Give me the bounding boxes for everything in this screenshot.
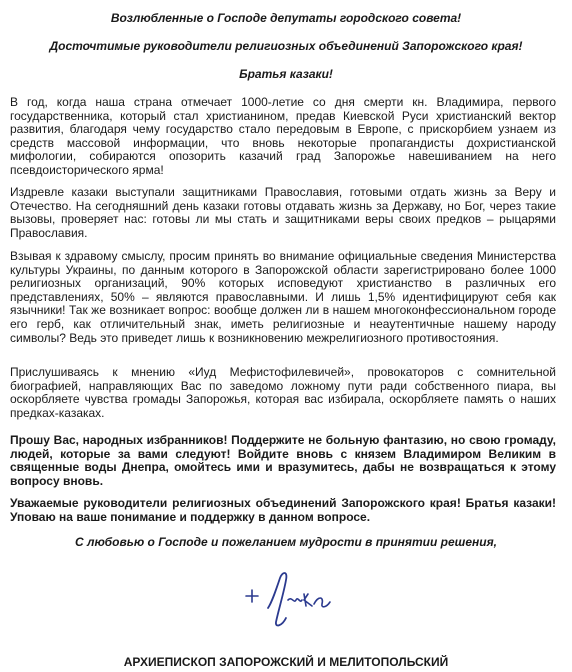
paragraph-cossack-defenders: Издревле казаки выступали защитниками Православия, готовыми отдать жизнь за Веру и Отечество. На сегодняшний день казаки готовы отдавать жизнь за Державу, но Бог, через такие вызовы, проверяет нас: готовы ли мы стать и защитниками веры своих предков – рыцарями Православия. xyxy=(10,185,556,240)
greeting-deputies: Возлюбленные о Господе депутаты городского совета! xyxy=(110,11,462,25)
paragraph-religious-leaders: Уважаемые руководители религиозных объединений Запорожского края! Братья казаки! Уповаю на ваше понимание и поддержку в данном вопросе. xyxy=(10,496,556,524)
signature-icon xyxy=(238,560,338,640)
closing-line: С любовью о Господе и пожеланием мудрости в принятии решения, xyxy=(75,535,497,549)
greeting-religious-leaders: Досточтимые руководители религиозных объединений Запорожского края! xyxy=(49,39,523,53)
paragraph-millennium: В год, когда наша страна отмечает 1000-летие со дня смерти кн. Владимира, первого государственника, который стал христианином, предав Киевской Руси христианский вектор развития, благодаря чему государство стало передовым в Европе, с прискорбием узнаем из средств массовой информации, что вновь некоторые пропагандисты дохристианской мифологии, собираются опозорить казачий град Запорожье навешиванием на него псевдоисторического ярма! xyxy=(10,95,556,177)
greeting-cossacks: Братья казаки! xyxy=(239,67,333,81)
signer-title: АРХИЕПИСКОП ЗАПОРОЖСКИЙ И МЕЛИТОПОЛЬСКИЙ xyxy=(123,655,449,669)
paragraph-provocateurs: Прислушиваясь к мнению «Иуд Мефистофилевичей», провокаторов с сомнительной биографией, направляющих Вас по заведомо ложному пути ради собственного пиара, вы оскорбляете чувства громады Запорожья, которая вас избирала, оскорбляете память о наших предках-казаках. xyxy=(10,365,556,420)
paragraph-appeal: Прошу Вас, народных избранников! Поддержите не больную фантазию, но свою громаду, людей, которые за вами следуют! Войдите вновь с князем Владимиром Великим в священные воды Днепра, омойтесь ими и вразумитесь, дабы не возвращаться к этому вопросу вновь. xyxy=(10,433,556,488)
paragraph-statistics: Взывая к здравому смыслу, просим принять во внимание официальные сведения Министерства культуры Украины, по данным которого в Запорожской области зарегистрировано более 1000 религиозных организаций, 90% которых исповедуют христианство в различных его представлениях, 50% – являются православными. И лишь 1,5% идентифицируют себя как язычники! Так же возникает вопрос: вообще должен ли в нашем многоконфессиональном городе его герб, как отличительный знак, иметь религиозные и неаутентичные нашему народу символы? Ведь это приведет лишь к возникновению межрелигиозного противостояния. xyxy=(10,249,556,345)
